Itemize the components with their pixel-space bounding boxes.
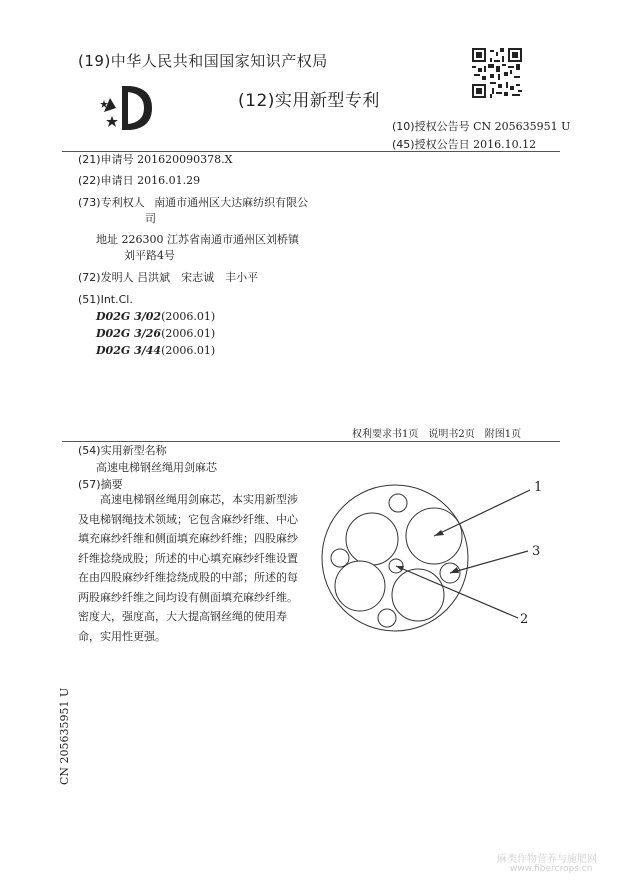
ipc-item: D02G 3/26(2006.01): [96, 327, 216, 340]
ipc-item: D02G 3/44(2006.01): [96, 344, 216, 357]
ipc-label: (51)Int.Cl.: [78, 293, 133, 306]
document-type: (12)实用新型专利: [238, 91, 380, 111]
watermark-name: 麻类作物营养与施肥网: [497, 854, 597, 865]
publication-number: (10)授权公告号 CN 205635951 U: [392, 120, 571, 133]
abstract-text: 高速电梯钢丝绳用剑麻芯，本实用新型涉及电梯钢绳技术领域；它包含麻纱纤维、中心填充麻纱纤维和侧面填充麻纱纤维；四股麻纱纤维捻绕成股；所述的中心填充麻纱纤维设置在由四股麻纱纤维捻绕成股的中部；所述的每两股麻纱纤维之间均设有侧面填充麻纱纤维。密度大，强度高，大大提高钢丝绳的使用寿命，实用性更强。: [78, 493, 298, 643]
publication-date: (45)授权公告日 2016.10.12: [392, 138, 537, 151]
figure-label-1: 1: [534, 480, 543, 495]
section-divider: [62, 441, 560, 442]
patent-holder-cont: 司: [145, 212, 156, 225]
inventors: (72)发明人 吕洪斌 宋志诚 丰小平: [78, 271, 259, 284]
page-count: 权利要求书1页 说明书2页 附图1页: [352, 429, 522, 440]
side-publication-number: CN 205635951 U: [58, 687, 71, 785]
address-cont: 刘平路4号: [124, 249, 175, 262]
address: 地址 226300 江苏省南通市通州区刘桥镇: [96, 233, 299, 246]
figure-label-2: 2: [520, 612, 529, 627]
patent-office: (19)中华人民共和国国家知识产权局: [78, 52, 328, 70]
cnipa-logo-icon: [100, 78, 160, 134]
abstract-label: (57)摘要: [78, 478, 123, 491]
ipc-item: D02G 3/02(2006.01): [96, 310, 216, 323]
utility-model-title-label: (54)实用新型名称: [78, 444, 167, 457]
application-date: (22)申请日 2016.01.29: [78, 174, 201, 187]
patent-holder: (73)专利权人 南通市通州区大达麻纺织有限公: [78, 196, 309, 209]
watermark-url: www.fibercrops.cn: [510, 864, 593, 874]
application-number: (21)申请号 201620090378.X: [78, 153, 233, 166]
qr-code-icon: [472, 48, 522, 98]
utility-model-title: 高速电梯钢丝绳用剑麻芯: [96, 461, 217, 474]
figure-label-3: 3: [532, 544, 541, 559]
